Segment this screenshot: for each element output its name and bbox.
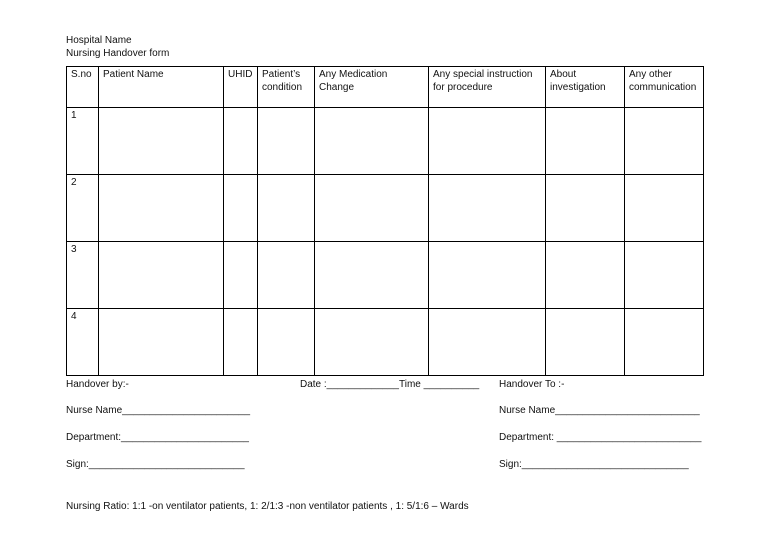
- special-instruction-cell[interactable]: [429, 242, 546, 309]
- uhid-cell[interactable]: [224, 242, 258, 309]
- table-row: [67, 242, 704, 309]
- special-instruction-cell[interactable]: [429, 108, 546, 175]
- table-row: [67, 175, 704, 242]
- patient-condition-cell[interactable]: [258, 175, 315, 242]
- medication-change-cell[interactable]: [315, 242, 429, 309]
- investigation-cell[interactable]: [546, 175, 625, 242]
- column-header-investigation: About investigation: [546, 67, 625, 108]
- other-communication-cell[interactable]: [625, 108, 704, 175]
- other-communication-cell[interactable]: [625, 175, 704, 242]
- investigation-cell[interactable]: [546, 242, 625, 309]
- medication-change-cell[interactable]: [315, 108, 429, 175]
- column-header-special-instruction: Any special instruction for procedure: [429, 67, 546, 108]
- investigation-cell[interactable]: [546, 309, 625, 376]
- sign-field-right[interactable]: Sign:______________________________: [499, 459, 689, 470]
- uhid-cell[interactable]: [224, 175, 258, 242]
- department-field-right[interactable]: Department: __________________________: [499, 432, 702, 443]
- special-instruction-cell[interactable]: [429, 175, 546, 242]
- row-number: 3: [67, 242, 99, 309]
- form-title: Nursing Handover form: [66, 48, 170, 59]
- handover-to-label: Handover To :-: [499, 379, 565, 390]
- handover-by-label: Handover by:-: [66, 379, 129, 390]
- patient-condition-cell[interactable]: [258, 108, 315, 175]
- special-instruction-cell[interactable]: [429, 309, 546, 376]
- column-header-patient-name: Patient Name: [99, 67, 224, 108]
- medication-change-cell[interactable]: [315, 175, 429, 242]
- investigation-cell[interactable]: [546, 108, 625, 175]
- hospital-name: Hospital Name: [66, 35, 132, 46]
- table-row: [67, 108, 704, 175]
- column-header-sno: S.no: [67, 67, 99, 108]
- patient-condition-cell[interactable]: [258, 242, 315, 309]
- row-number: 2: [67, 175, 99, 242]
- other-communication-cell[interactable]: [625, 309, 704, 376]
- row-number: 1: [67, 108, 99, 175]
- column-header-patient-condition: Patient’s condition: [258, 67, 315, 108]
- other-communication-cell[interactable]: [625, 242, 704, 309]
- sign-field-left[interactable]: Sign:____________________________: [66, 459, 245, 470]
- table-row: [67, 309, 704, 376]
- patient-name-cell[interactable]: [99, 108, 224, 175]
- medication-change-cell[interactable]: [315, 309, 429, 376]
- column-header-other-communication: Any other communication: [625, 67, 704, 108]
- nursing-ratio-note: Nursing Ratio: 1:1 -on ventilator patients, 1: 2/1:3 -non ventilator patients , 1: 5/1:6 – Wards: [66, 501, 469, 512]
- row-number: 4: [67, 309, 99, 376]
- column-header-uhid: UHID: [224, 67, 258, 108]
- patient-name-cell[interactable]: [99, 309, 224, 376]
- handover-table: [66, 66, 704, 376]
- patient-name-cell[interactable]: [99, 175, 224, 242]
- uhid-cell[interactable]: [224, 108, 258, 175]
- column-header-medication-change: Any Medication Change: [315, 67, 429, 108]
- table-header-row: [67, 67, 704, 108]
- patient-name-cell[interactable]: [99, 242, 224, 309]
- nurse-name-field-left[interactable]: Nurse Name_______________________: [66, 405, 251, 416]
- date-time-field[interactable]: Date :_____________Time __________: [300, 379, 480, 390]
- uhid-cell[interactable]: [224, 309, 258, 376]
- patient-condition-cell[interactable]: [258, 309, 315, 376]
- nurse-name-field-right[interactable]: Nurse Name__________________________: [499, 405, 700, 416]
- department-field-left[interactable]: Department:_______________________: [66, 432, 249, 443]
